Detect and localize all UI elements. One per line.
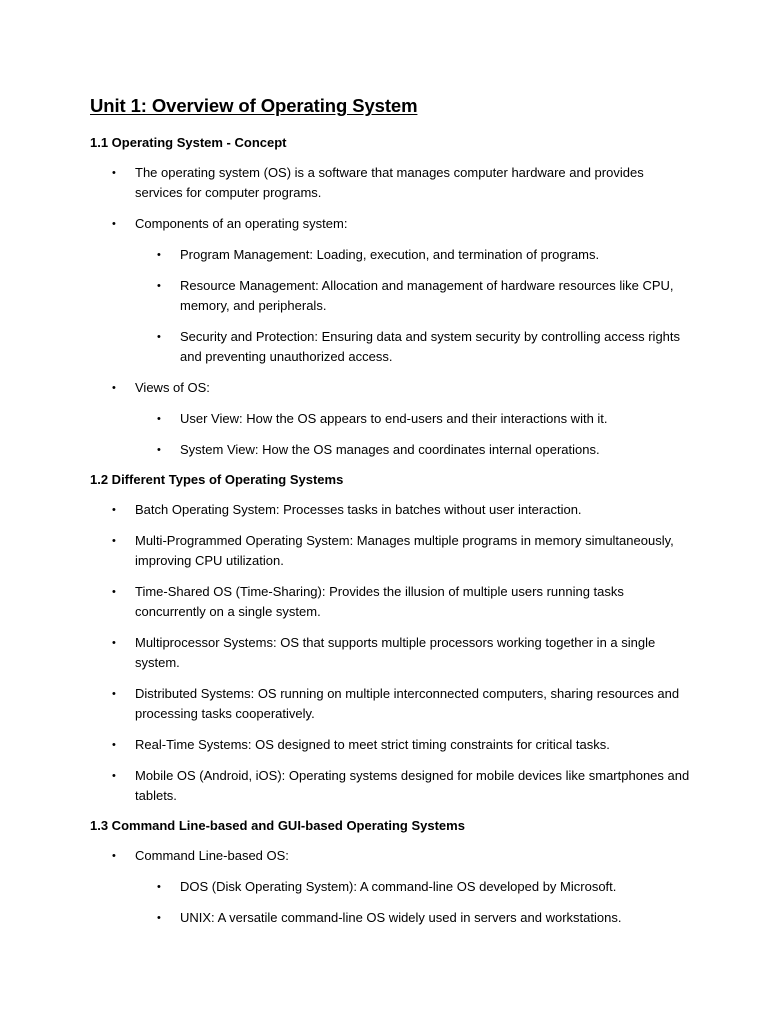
- section-heading: 1.1 Operating System - Concept: [90, 135, 287, 150]
- sub-list-item: [90, 327, 690, 367]
- bullet-icon: •: [157, 912, 161, 924]
- bullet-icon: •: [157, 444, 161, 456]
- list-item-text: Real-Time Systems: OS designed to meet strict timing constraints for critical tasks.: [135, 737, 610, 752]
- bullet-icon: •: [112, 770, 116, 782]
- bullet-list: [90, 500, 690, 806]
- bullet-icon: •: [157, 249, 161, 261]
- list-item: [90, 633, 690, 673]
- list-item: [90, 500, 690, 520]
- bullet-list: [90, 163, 690, 460]
- bullet-icon: •: [112, 739, 116, 751]
- list-item-text: UNIX: A versatile command-line OS widely used in servers and workstations.: [180, 910, 622, 925]
- list-item: [90, 846, 690, 866]
- bullet-icon: •: [112, 637, 116, 649]
- section-heading: 1.3 Command Line-based and GUI-based Operating Systems: [90, 818, 465, 833]
- list-item-text: Batch Operating System: Processes tasks in batches without user interaction.: [135, 502, 582, 517]
- list-item: [90, 214, 690, 234]
- bullet-icon: •: [157, 331, 161, 343]
- document-page: [90, 94, 690, 939]
- bullet-icon: •: [112, 167, 116, 179]
- list-item: [90, 684, 690, 724]
- list-item: [90, 582, 690, 622]
- bullet-list: [90, 846, 690, 928]
- list-item-text: Mobile OS (Android, iOS): Operating systems designed for mobile devices like smartphones and tablets.: [135, 768, 690, 803]
- bullet-icon: •: [157, 413, 161, 425]
- list-item-text: Multi-Programmed Operating System: Manages multiple programs in memory simultaneously, improving CPU utilization.: [135, 533, 674, 568]
- list-item-text: The operating system (OS) is a software that manages computer hardware and provides services for computer programs.: [135, 165, 644, 200]
- list-item: [90, 531, 690, 571]
- list-item: [90, 735, 690, 755]
- document-body: [90, 134, 690, 928]
- list-item: [90, 163, 690, 203]
- bullet-icon: •: [112, 218, 116, 230]
- sub-list-item: [90, 245, 690, 265]
- sub-list-item: [90, 877, 690, 897]
- bullet-icon: •: [157, 881, 161, 893]
- list-item-text: System View: How the OS manages and coordinates internal operations.: [180, 442, 600, 457]
- list-item-text: Security and Protection: Ensuring data and system security by controlling access rights and preventing unauthorized access.: [180, 329, 681, 364]
- sub-list-item: [90, 276, 690, 316]
- bullet-icon: •: [157, 280, 161, 292]
- list-item: [90, 766, 690, 806]
- list-item: [90, 378, 690, 398]
- sub-list-item: [90, 440, 690, 460]
- sub-list-item: [90, 409, 690, 429]
- list-item-text: Multiprocessor Systems: OS that supports multiple processors working together in a single system.: [135, 635, 656, 670]
- bullet-icon: •: [112, 688, 116, 700]
- list-item-text: Time-Shared OS (Time-Sharing): Provides the illusion of multiple users running tasks concurrently on a single system.: [135, 584, 624, 619]
- unit-title: Unit 1: Overview of Operating System: [90, 95, 418, 116]
- list-item-text: Resource Management: Allocation and management of hardware resources like CPU, memory, and peripherals.: [180, 278, 674, 313]
- list-item-text: Views of OS:: [135, 380, 210, 395]
- bullet-icon: •: [112, 504, 116, 516]
- section-heading: 1.2 Different Types of Operating Systems: [90, 472, 344, 487]
- list-item-text: Distributed Systems: OS running on multiple interconnected computers, sharing resources and processing tasks cooperatively.: [135, 686, 680, 721]
- bullet-icon: •: [112, 586, 116, 598]
- sub-list-item: [90, 908, 690, 928]
- list-item-text: Components of an operating system:: [135, 216, 348, 231]
- bullet-icon: •: [112, 382, 116, 394]
- bullet-icon: •: [112, 850, 116, 862]
- list-item-text: Command Line-based OS:: [135, 848, 289, 863]
- bullet-icon: •: [112, 535, 116, 547]
- list-item-text: DOS (Disk Operating System): A command-line OS developed by Microsoft.: [180, 879, 617, 894]
- list-item-text: Program Management: Loading, execution, and termination of programs.: [180, 247, 600, 262]
- list-item-text: User View: How the OS appears to end-users and their interactions with it.: [180, 411, 608, 426]
